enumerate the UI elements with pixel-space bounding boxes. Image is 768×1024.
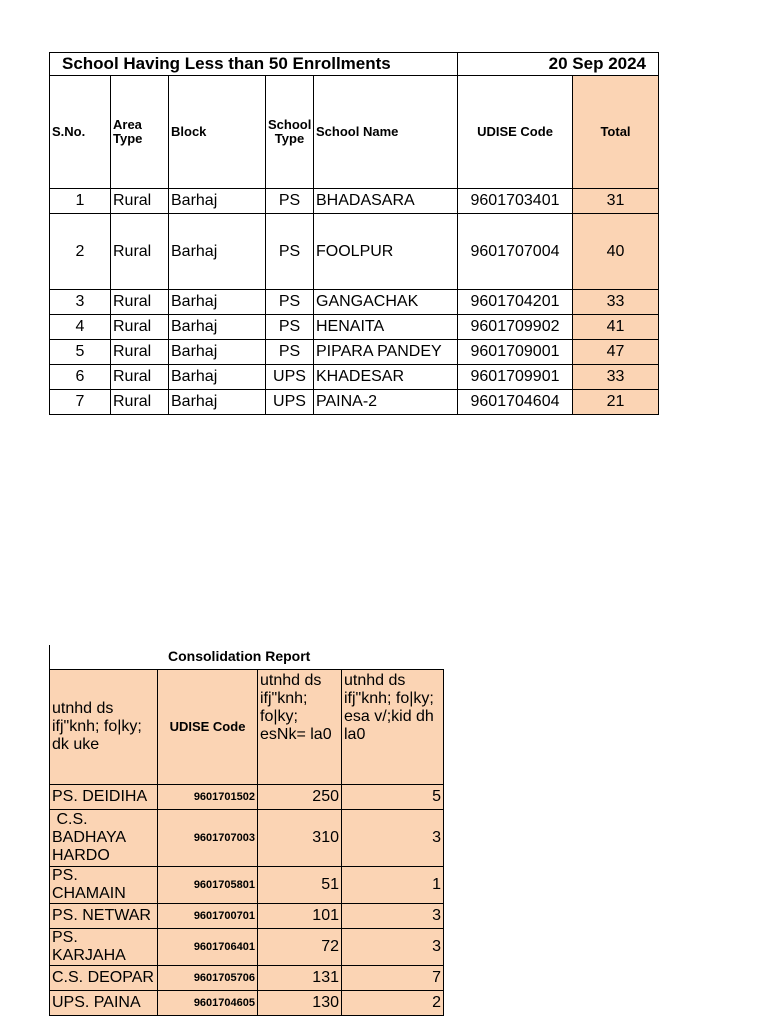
cell-area: Rural — [111, 390, 169, 415]
cell-total: 47 — [573, 340, 659, 365]
cell-name: C.S. DEOPAR — [50, 966, 158, 991]
cell-area: Rural — [111, 189, 169, 214]
cell-udise: 9601707003 — [158, 810, 258, 867]
cell-name: PS. NETWAR — [50, 904, 158, 929]
cell-total: 33 — [573, 365, 659, 390]
cell-block: Barhaj — [169, 390, 266, 415]
report-date: 20 Sep 2024 — [458, 53, 659, 76]
cell-name: BHADASARA — [314, 189, 458, 214]
table-row — [50, 390, 659, 415]
header-row — [50, 76, 659, 189]
cell-udise: 9601706401 — [158, 929, 258, 966]
cell-sno: 6 — [50, 365, 111, 390]
cell-udise: 9601709901 — [458, 365, 573, 390]
table-row — [50, 365, 659, 390]
cell-teachers: 1 — [342, 867, 444, 904]
cell-students: 130 — [258, 991, 342, 1016]
cell-udise: 9601709902 — [458, 315, 573, 340]
header-school-type: School Type — [266, 76, 314, 189]
header-total: Total — [573, 76, 659, 189]
header-teacher-count: utnhd ds ifj"knh; fo|ky; esa v/;kid dh la0 — [342, 670, 444, 785]
cell-udise: 9601701502 — [158, 785, 258, 810]
cell-udise: 9601704605 — [158, 991, 258, 1016]
header-school-name: School Name — [314, 76, 458, 189]
table-row — [50, 189, 659, 214]
cell-teachers: 2 — [342, 991, 444, 1016]
cell-sno: 5 — [50, 340, 111, 365]
table-row — [50, 340, 659, 365]
cell-udise: 9601705801 — [158, 867, 258, 904]
cell-udise: 9601704201 — [458, 290, 573, 315]
cell-block: Barhaj — [169, 290, 266, 315]
cell-udise: 9601703401 — [458, 189, 573, 214]
table-row — [50, 966, 444, 991]
cell-teachers: 3 — [342, 904, 444, 929]
table-row — [50, 904, 444, 929]
table-row — [50, 315, 659, 340]
table-row — [50, 929, 444, 966]
cell-teachers: 3 — [342, 810, 444, 867]
cell-total: 31 — [573, 189, 659, 214]
header-row — [50, 670, 444, 785]
table-row — [50, 214, 659, 290]
cell-block: Barhaj — [169, 214, 266, 290]
cell-type: PS — [266, 214, 314, 290]
cell-total: 21 — [573, 390, 659, 415]
cell-name: PS. DEIDIHA — [50, 785, 158, 810]
cell-sno: 7 — [50, 390, 111, 415]
cell-students: 72 — [258, 929, 342, 966]
cell-total: 41 — [573, 315, 659, 340]
header-udise-code: UDISE Code — [458, 76, 573, 189]
cell-sno: 2 — [50, 214, 111, 290]
header-student-count: utnhd ds ifj"knh; fo|ky; esNk= la0 — [258, 670, 342, 785]
cell-name: C.S. BADHAYA HARDO — [50, 810, 158, 867]
cell-total: 40 — [573, 214, 659, 290]
cell-type: PS — [266, 189, 314, 214]
table-row — [50, 290, 659, 315]
cell-udise: 9601700701 — [158, 904, 258, 929]
cell-total: 33 — [573, 290, 659, 315]
cell-students: 131 — [258, 966, 342, 991]
cell-type: UPS — [266, 365, 314, 390]
cell-sno: 1 — [50, 189, 111, 214]
cell-students: 250 — [258, 785, 342, 810]
cell-block: Barhaj — [169, 315, 266, 340]
cell-area: Rural — [111, 315, 169, 340]
cell-type: PS — [266, 290, 314, 315]
cell-type: PS — [266, 315, 314, 340]
cell-sno: 3 — [50, 290, 111, 315]
cell-block: Barhaj — [169, 189, 266, 214]
cell-area: Rural — [111, 340, 169, 365]
cell-area: Rural — [111, 214, 169, 290]
cell-sno: 4 — [50, 315, 111, 340]
header-udise-code: UDISE Code — [158, 670, 258, 785]
cell-name: FOOLPUR — [314, 214, 458, 290]
cell-area: Rural — [111, 365, 169, 390]
cell-name: PIPARA PANDEY — [314, 340, 458, 365]
cell-udise: 9601705706 — [158, 966, 258, 991]
table-title: School Having Less than 50 Enrollments — [50, 53, 458, 76]
cell-block: Barhaj — [169, 340, 266, 365]
cell-type: UPS — [266, 390, 314, 415]
table-row — [50, 867, 444, 904]
cell-type: PS — [266, 340, 314, 365]
cell-teachers: 3 — [342, 929, 444, 966]
cell-students: 51 — [258, 867, 342, 904]
cell-teachers: 5 — [342, 785, 444, 810]
header-school-name: utnhd ds ifj"knh; fo|ky; dk uke — [50, 670, 158, 785]
table-row — [50, 810, 444, 867]
cell-teachers: 7 — [342, 966, 444, 991]
cell-students: 101 — [258, 904, 342, 929]
cell-name: KHADESAR — [314, 365, 458, 390]
header-block: Block — [169, 76, 266, 189]
cell-area: Rural — [111, 290, 169, 315]
cell-udise: 9601709001 — [458, 340, 573, 365]
cell-name: UPS. PAINA — [50, 991, 158, 1016]
table-row — [50, 991, 444, 1016]
header-area-type: Area Type — [111, 76, 169, 189]
cell-udise: 9601707004 — [458, 214, 573, 290]
cell-name: PAINA-2 — [314, 390, 458, 415]
cell-udise: 9601704604 — [458, 390, 573, 415]
header-sno: S.No. — [50, 76, 111, 189]
table-title-row — [50, 53, 659, 76]
enrollment-table — [49, 52, 659, 415]
consolidation-table — [49, 669, 444, 1016]
consolidation-title-bar — [49, 645, 442, 669]
cell-block: Barhaj — [169, 365, 266, 390]
cell-name: GANGACHAK — [314, 290, 458, 315]
consolidation-title: Consolidation Report — [168, 648, 311, 664]
cell-name: HENAITA — [314, 315, 458, 340]
cell-students: 310 — [258, 810, 342, 867]
table-row — [50, 785, 444, 810]
cell-name: PS. KARJAHA — [50, 929, 158, 966]
cell-name: PS. CHAMAIN — [50, 867, 158, 904]
